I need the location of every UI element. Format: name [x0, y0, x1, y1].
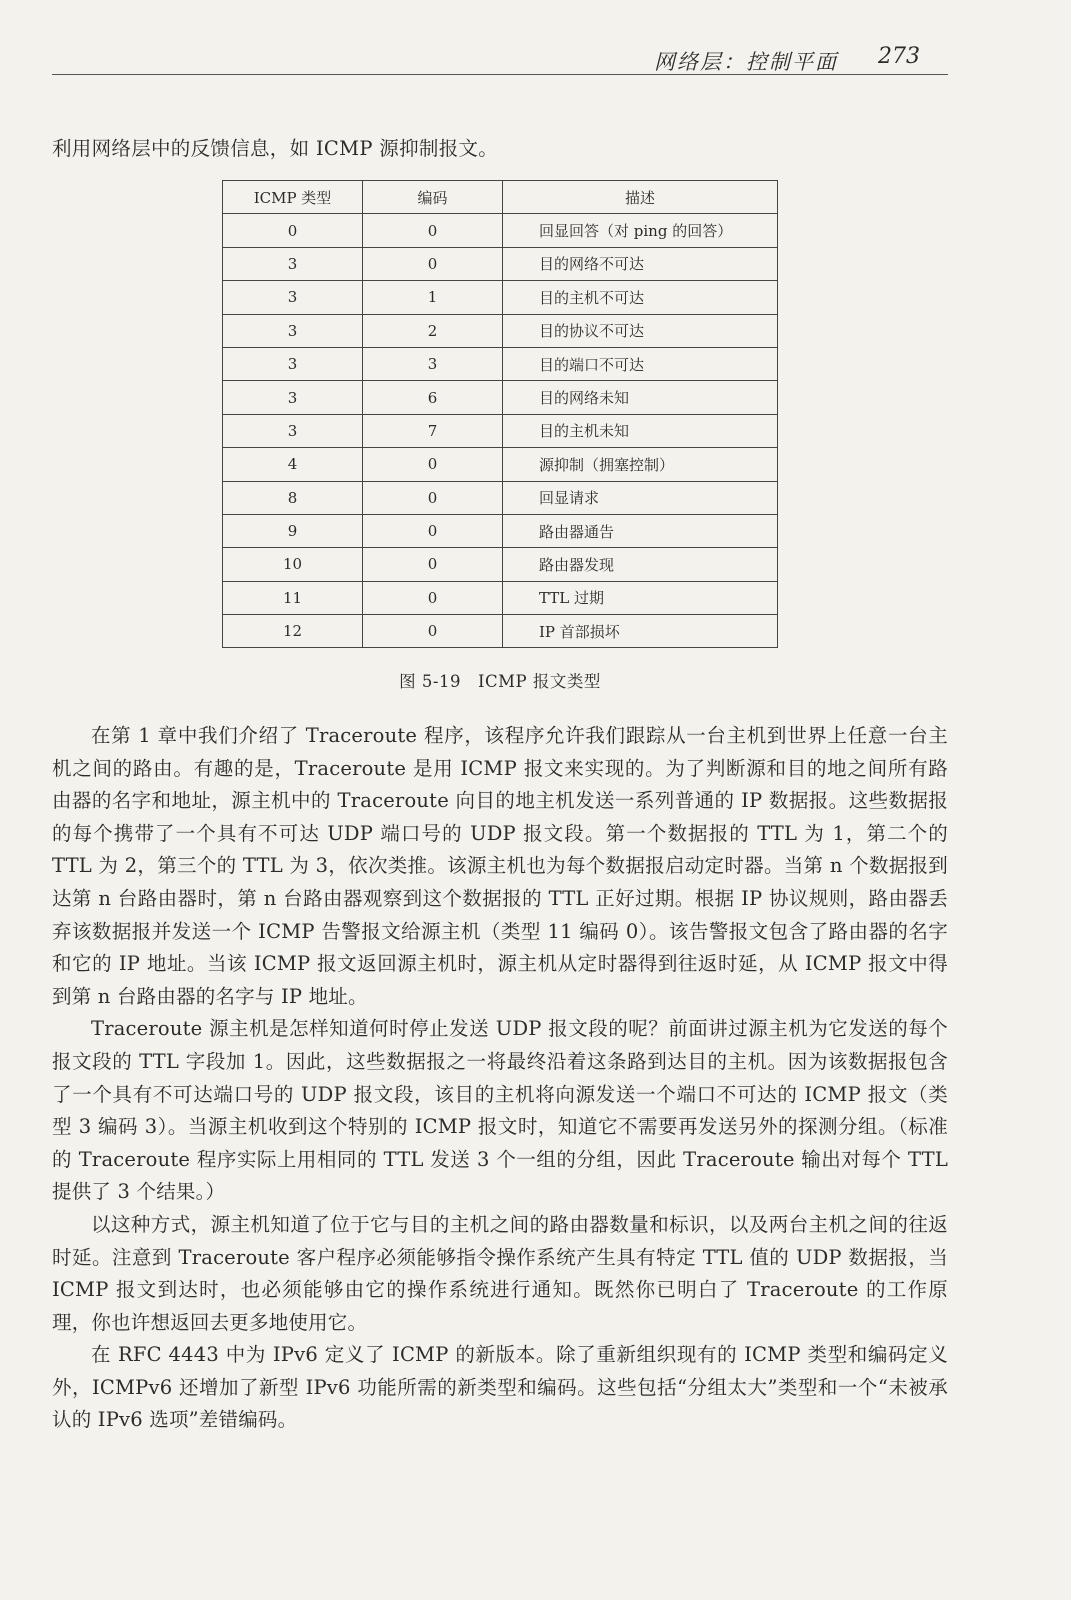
cell-type: 12 — [223, 615, 363, 648]
cell-code: 0 — [363, 514, 503, 547]
cell-type: 3 — [223, 247, 363, 280]
paragraph: 以这种方式，源主机知道了位于它与目的主机之间的路由器数量和标识，以及两台主机之间的往返时延。注意到 Traceroute 客户程序必须能够指令操作系统产生具有特定 TTL 值的 UDP 数据报，当 ICMP 报文到达时，也必须能够由它的操作系统进行通知。既然你已明白了 Traceroute 的工作原理，你也许想返回去更多地使用它。 — [52, 1212, 948, 1334]
intro-text: 利用网络层中的反馈信息，如 ICMP 源抑制报文。 — [52, 137, 499, 160]
icmp-type-table — [222, 180, 778, 648]
cell-description: 目的网络不可达 — [503, 247, 778, 280]
table-row — [223, 615, 778, 648]
table-row — [223, 314, 778, 347]
cell-type: 3 — [223, 347, 363, 380]
cell-type: 3 — [223, 414, 363, 447]
cell-type: 4 — [223, 448, 363, 481]
cell-description: 回显回答（对 ping 的回答） — [503, 214, 778, 247]
cell-code: 0 — [363, 214, 503, 247]
chapter-title: 网络层：控制平面 — [654, 50, 838, 74]
cell-description: 目的主机不可达 — [503, 281, 778, 314]
table-row — [223, 281, 778, 314]
body-text — [52, 720, 948, 1437]
running-header — [52, 46, 948, 75]
cell-description: 目的主机未知 — [503, 414, 778, 447]
cell-description: IP 首部损坏 — [503, 615, 778, 648]
cell-type: 3 — [223, 314, 363, 347]
cell-description: 目的端口不可达 — [503, 347, 778, 380]
paragraph: 在 RFC 4443 中为 IPv6 定义了 ICMP 的新版本。除了重新组织现有的 ICMP 类型和编码定义外，ICMPv6 还增加了新型 IPv6 功能所需的新类型和编码。这些包括“分组太大”类型和一个“未被承认的 IPv6 选项”差错编码。 — [52, 1343, 948, 1432]
cell-code: 0 — [363, 247, 503, 280]
cell-code: 0 — [363, 581, 503, 614]
cell-description: TTL 过期 — [503, 581, 778, 614]
cell-type: 3 — [223, 381, 363, 414]
cell-code: 0 — [363, 481, 503, 514]
cell-description: 目的网络未知 — [503, 381, 778, 414]
cell-description: 路由器通告 — [503, 514, 778, 547]
column-header-type: ICMP 类型 — [223, 181, 363, 214]
cell-code: 6 — [363, 381, 503, 414]
table-row — [223, 214, 778, 247]
cell-code: 3 — [363, 347, 503, 380]
paragraph: Traceroute 源主机是怎样知道何时停止发送 UDP 报文段的呢？前面讲过源主机为它发送的每个报文段的 TTL 字段加 1。因此，这些数据报之一将最终沿着这条路到达目的主机。因为该数据报包含了一个具有不可达端口号的 UDP 报文段，该目的主机将向源发送一个端口不可达的 ICMP 报文（类型 3 编码 3）。当源主机收到这个特别的 ICMP 报文时，知道它不需要再发送另外的探测分组。（标准的 Traceroute 程序实际上用相同的 TTL 发送 3 个一组的分组，因此 Traceroute 输出对每个 TTL 提供了 3 个结果。） — [52, 1017, 948, 1204]
cell-code: 2 — [363, 314, 503, 347]
figure-caption: 图 5-19 ICMP 报文类型 — [399, 672, 601, 691]
table-row — [223, 481, 778, 514]
table-row — [223, 548, 778, 581]
table-body — [223, 214, 778, 648]
cell-type: 11 — [223, 581, 363, 614]
cell-code: 7 — [363, 414, 503, 447]
column-header-description: 描述 — [503, 181, 778, 214]
cell-type: 8 — [223, 481, 363, 514]
column-header-code: 编码 — [363, 181, 503, 214]
table-row — [223, 514, 778, 547]
cell-type: 3 — [223, 281, 363, 314]
cell-description: 目的协议不可达 — [503, 314, 778, 347]
page-number: 273 — [878, 44, 920, 69]
table-row — [223, 347, 778, 380]
table-row — [223, 581, 778, 614]
cell-type: 10 — [223, 548, 363, 581]
cell-code: 0 — [363, 448, 503, 481]
table-header-row — [223, 181, 778, 214]
cell-description: 回显请求 — [503, 481, 778, 514]
cell-description: 路由器发现 — [503, 548, 778, 581]
cell-description: 源抑制（拥塞控制） — [503, 448, 778, 481]
paragraph: 在第 1 章中我们介绍了 Traceroute 程序，该程序允许我们跟踪从一台主机到世界上任意一台主机之间的路由。有趣的是，Traceroute 是用 ICMP 报文来实现的。为了判断源和目的地之间所有路由器的名字和地址，源主机中的 Traceroute 向目的地主机发送一系列普通的 IP 数据报。这些数据报的每个携带了一个具有不可达 UDP 端口号的 UDP 报文段。第一个数据报的 TTL 为 1，第二个的 TTL 为 2，第三个的 TTL 为 3，依次类推。该源主机也为每个数据报启动定时器。当第 n 个数据报到达第 n 台路由器时，第 n 台路由器观察到这个数据报的 TTL 正好过期。根据 IP 协议规则，路由器丢弃该数据报并发送一个 ICMP 告警报文给源主机（类型 11 编码 0）。该告警报文包含了路由器的名字和它的 IP 地址。当该 ICMP 报文返回源主机时，源主机从定时器得到往返时延，从 ICMP 报文中得到第 n 台路由器的名字与 IP 地址。 — [52, 724, 948, 1008]
cell-code: 1 — [363, 281, 503, 314]
cell-code: 0 — [363, 548, 503, 581]
table-row — [223, 247, 778, 280]
table-row — [223, 414, 778, 447]
cell-code: 0 — [363, 615, 503, 648]
table-row — [223, 448, 778, 481]
cell-type: 0 — [223, 214, 363, 247]
cell-type: 9 — [223, 514, 363, 547]
table-row — [223, 381, 778, 414]
